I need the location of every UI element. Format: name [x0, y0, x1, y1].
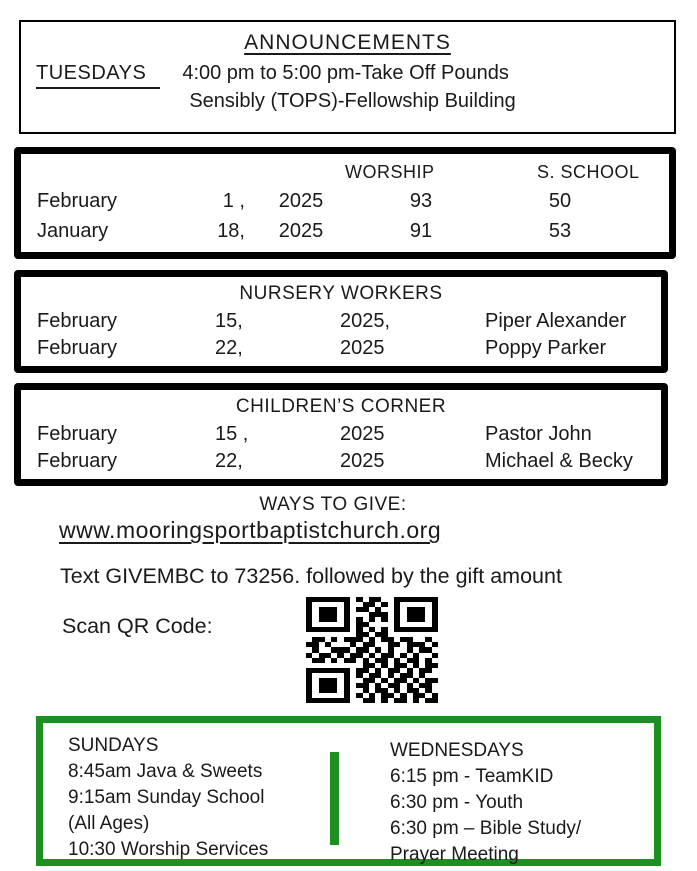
- announcements-box: [19, 20, 676, 134]
- attendance-table: [21, 186, 669, 246]
- childrens-corner-table: [21, 421, 661, 475]
- wednesdays-item: 6:15 pm - TeamKID: [390, 766, 554, 787]
- wednesdays-item: 6:30 pm - Youth: [390, 792, 524, 813]
- childrens-leader-name: Pastor John: [485, 423, 592, 445]
- announcements-title: ANNOUNCEMENTS: [244, 31, 451, 54]
- nursery-box: [14, 270, 668, 373]
- announcements-line2: Sensibly (TOPS)-Fellowship Building: [189, 90, 516, 112]
- attendance-day: 18,: [217, 220, 245, 242]
- qr-module: [432, 698, 438, 703]
- sundays-column: [68, 733, 268, 863]
- childrens-leader-name: Michael & Becky: [485, 450, 633, 472]
- childrens-year: 2025: [340, 423, 385, 445]
- nursery-year: 2025: [340, 337, 385, 359]
- qr-code: [306, 597, 438, 703]
- childrens-corner-title: CHILDREN’S CORNER: [235, 396, 447, 417]
- nursery-table: [21, 308, 661, 362]
- sundays-item: (All Ages): [68, 813, 150, 834]
- attendance-month: January: [37, 220, 109, 242]
- wednesdays-title: WEDNESDAYS: [390, 740, 524, 761]
- childrens-day: 22,: [215, 450, 243, 472]
- announcements-line1: 4:00 pm to 5:00 pm-Take Off Pounds: [182, 62, 509, 84]
- ways-to-give-heading: WAYS TO GIVE:: [259, 494, 407, 515]
- attendance-year: 2025: [278, 190, 324, 212]
- attendance-sschool-count: 50: [548, 190, 572, 212]
- announcements-row: [21, 62, 674, 113]
- nursery-day: 22,: [215, 337, 243, 359]
- attendance-sschool-count: 53: [548, 220, 572, 242]
- announcements-lines: [182, 62, 515, 113]
- sundays-title: SUNDAYS: [68, 735, 159, 756]
- attendance-month: February: [37, 190, 118, 212]
- wednesdays-item: Prayer Meeting: [390, 844, 519, 865]
- attendance-worship-count: 93: [409, 190, 433, 212]
- sundays-item: 8:45am Java & Sweets: [68, 761, 263, 782]
- text-to-give-instruction: Text GIVEMBC to 73256. followed by the gift amount: [60, 564, 562, 588]
- attendance-day: 1 ,: [222, 190, 245, 212]
- church-website-link[interactable]: www.mooringsportbaptistchurch.org: [59, 517, 442, 543]
- attendance-header-row: [21, 162, 669, 186]
- nursery-month: February: [37, 337, 118, 359]
- nursery-worker-name: Piper Alexander: [485, 310, 627, 332]
- wednesdays-item: 6:30 pm – Bible Study/: [390, 818, 582, 839]
- attendance-box: [14, 147, 676, 259]
- childrens-month: February: [37, 450, 118, 472]
- childrens-day: 15 ,: [215, 423, 249, 445]
- announcements-day-label: TUESDAYS: [36, 62, 160, 89]
- sundays-item: 10:30 Worship Services: [68, 839, 269, 860]
- nursery-day: 15,: [215, 310, 243, 332]
- scan-qr-label: Scan QR Code:: [62, 614, 213, 638]
- schedule-box: [36, 716, 661, 866]
- childrens-year: 2025: [340, 450, 385, 472]
- nursery-title: NURSERY WORKERS: [239, 283, 443, 304]
- attendance-worship-header: WORSHIP: [345, 162, 435, 182]
- nursery-year: 2025,: [340, 310, 391, 332]
- schedule-divider: [330, 752, 339, 845]
- attendance-sschool-header: S. SCHOOL: [537, 162, 640, 182]
- attendance-worship-count: 91: [409, 220, 433, 242]
- childrens-corner-box: [14, 383, 668, 486]
- nursery-worker-name: Poppy Parker: [485, 337, 607, 359]
- wednesdays-column: [390, 738, 581, 868]
- attendance-year: 2025: [278, 220, 324, 242]
- sundays-item: 9:15am Sunday School: [68, 787, 265, 808]
- childrens-month: February: [37, 423, 118, 445]
- nursery-month: February: [37, 310, 118, 332]
